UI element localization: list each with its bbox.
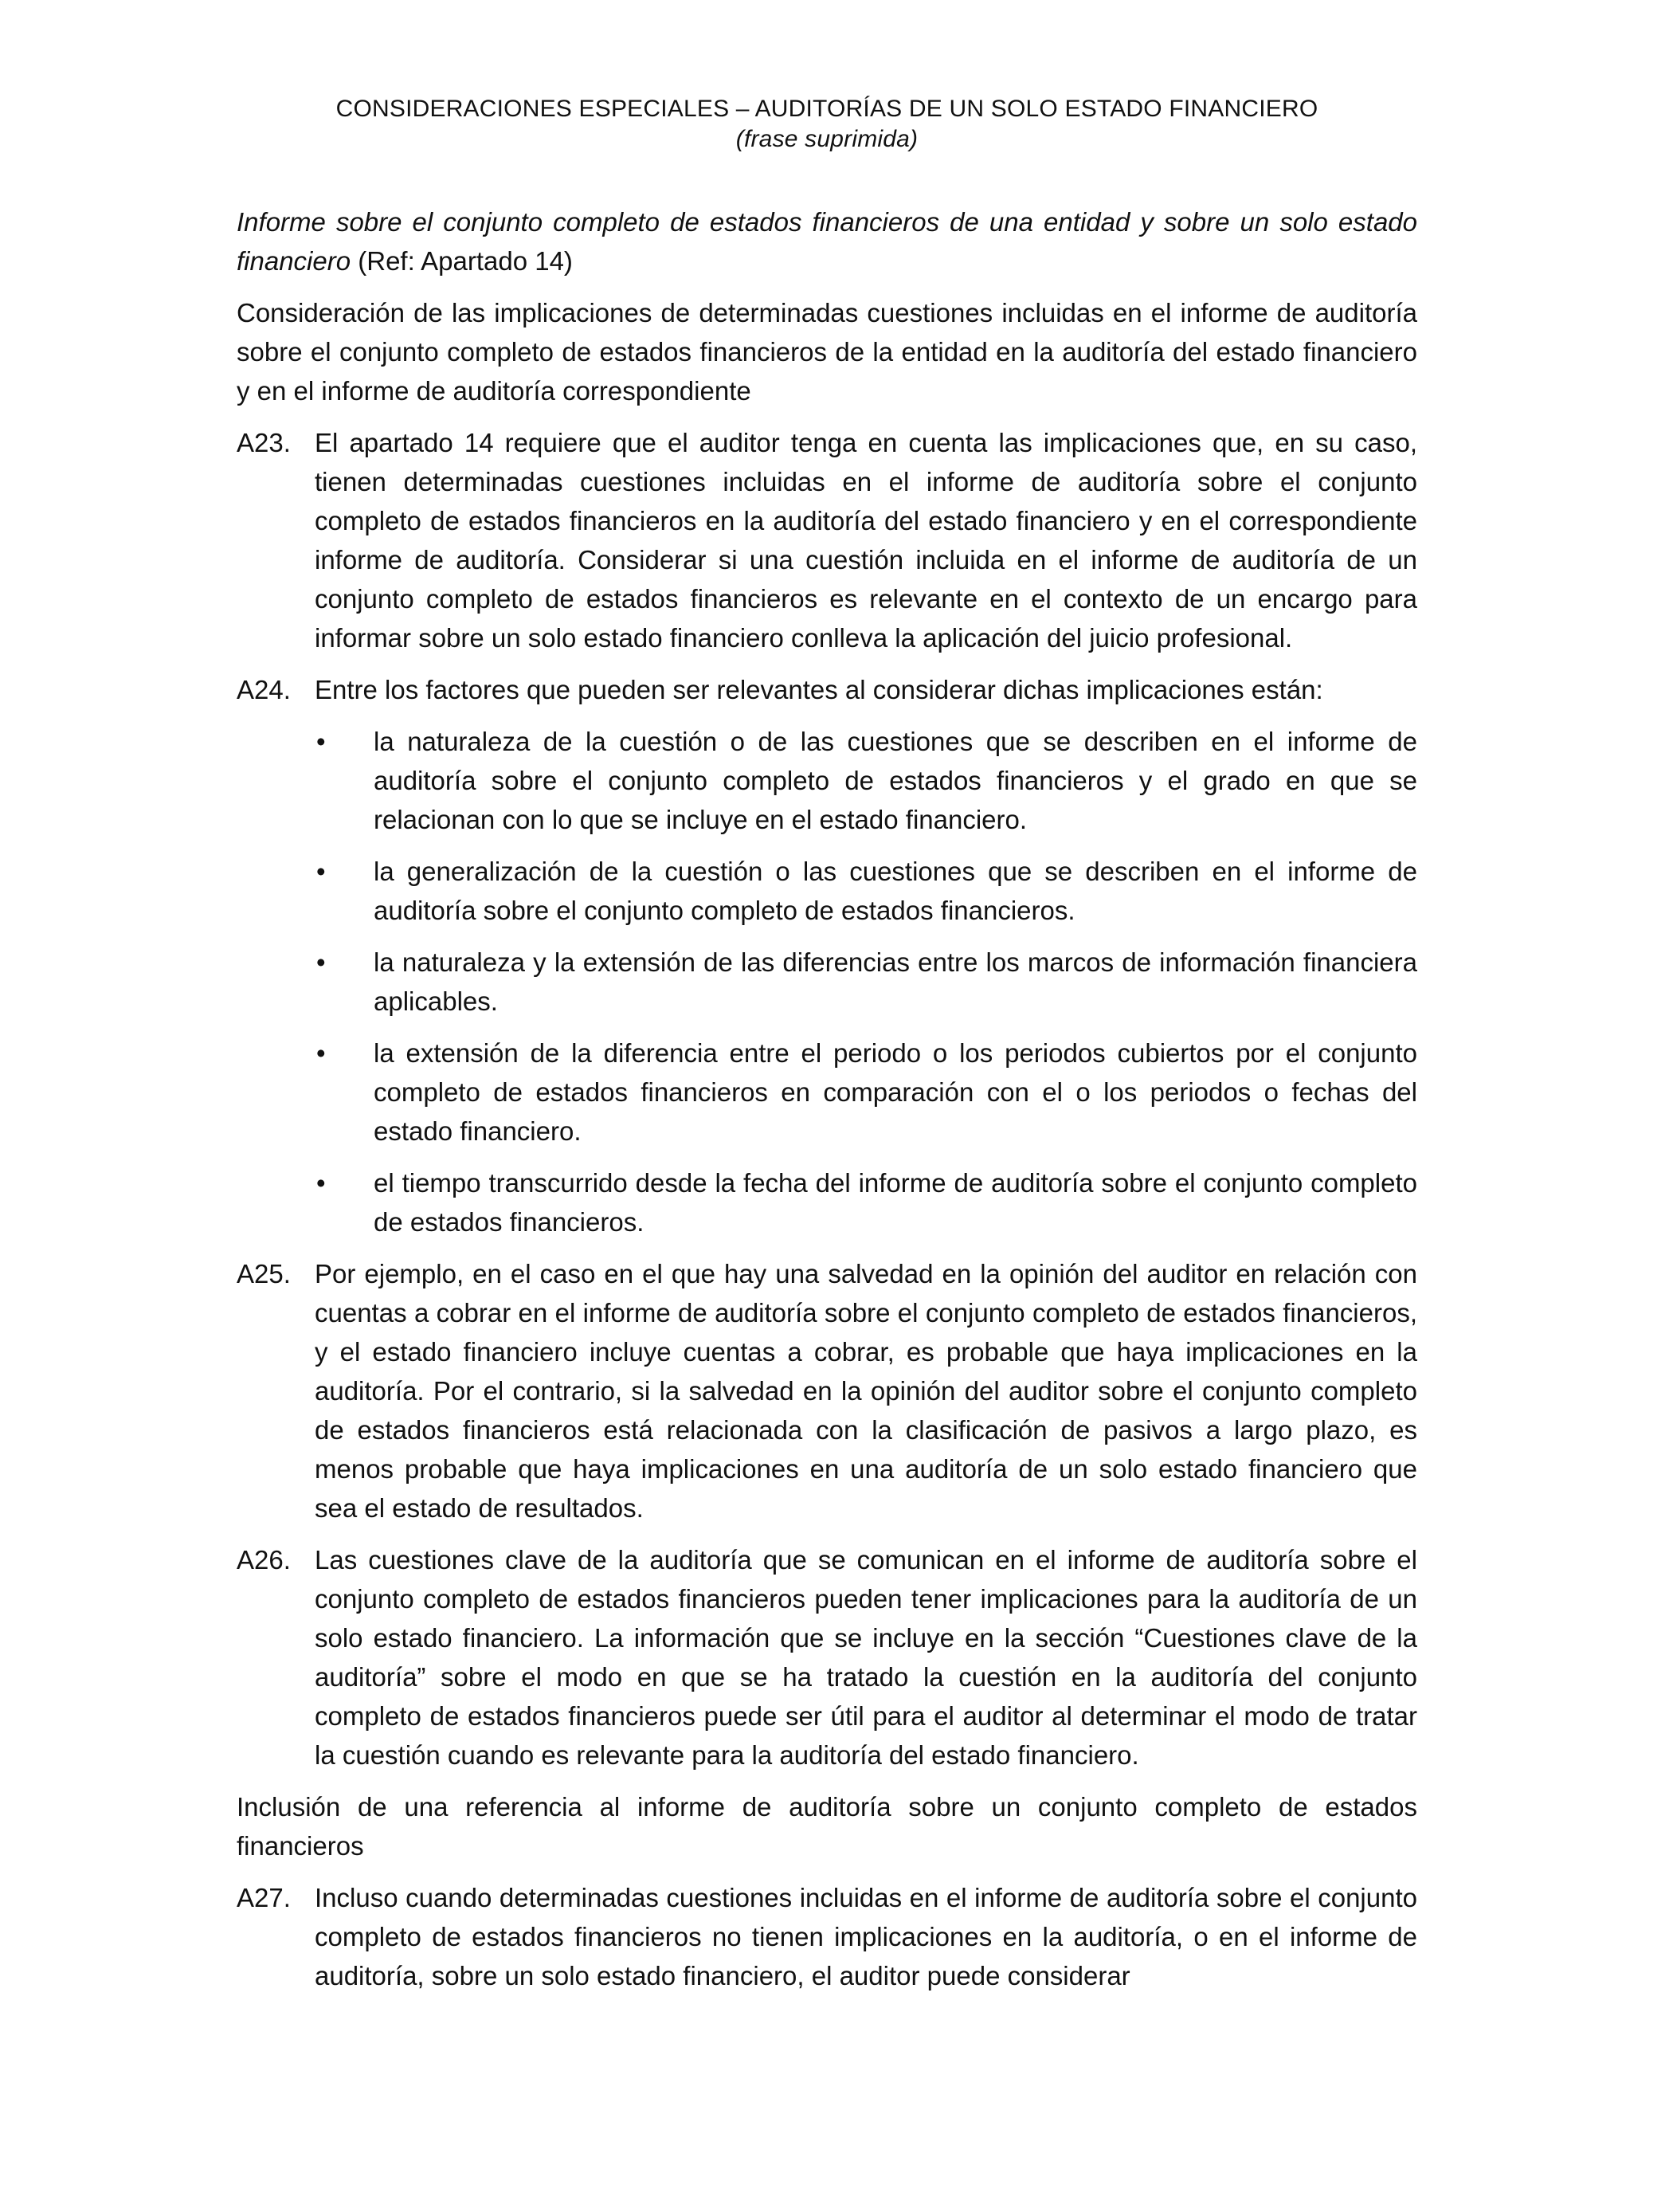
bullet-icon: • <box>316 857 326 886</box>
list-item-text: la naturaleza de la cuestión o de las cuestiones que se describen en el informe de auditoría sobre el conjunto completo de estados financieros y el grado en que se relacionan con lo que se incluye en el estado financiero. <box>374 727 1417 834</box>
paragraph-number: A26. <box>237 1545 291 1575</box>
list-item-text: la extensión de la diferencia entre el periodo o los periodos cubiertos por el conjunto completo de estados financieros en comparación con el o los periodos o fechas del estado financiero. <box>374 1038 1417 1146</box>
paragraph-text: Incluso cuando determinadas cuestiones incluidas en el informe de auditoría sobre el conjunto completo de estados financieros no tienen implicaciones en la auditoría, o en el informe de auditoría, sobre un solo estado financiero, el auditor puede considerar <box>315 1883 1417 1990</box>
bullet-icon: • <box>316 1038 326 1068</box>
paragraph-text: El apartado 14 requiere que el auditor tenga en cuenta las implicaciones que, en su caso, tienen determinadas cuestiones incluidas en el informe de auditoría sobre el conjunto completo de estados financieros en la auditoría del estado financiero y en el correspondiente informe de auditoría. Considerar si una cuestión incluida en el informe de auditoría de un conjunto completo de estados financieros es relevante en el contexto de un encargo para informar sobre un solo estado financiero conlleva la aplicación del juicio profesional. <box>315 428 1417 653</box>
bullet-icon: • <box>316 947 326 977</box>
paragraph-text: Por ejemplo, en el caso en el que hay una salvedad en la opinión del auditor en relación con cuentas a cobrar en el informe de auditoría sobre el conjunto completo de estados financieros, y el estado financiero incluye cuentas a cobrar, es probable que haya implicaciones en la auditoría. Por el contrario, si la salvedad en la opinión del auditor sobre el conjunto completo de estados financieros está relacionada con la clasificación de pasivos a largo plazo, es menos probable que haya implicaciones en una auditoría de un solo estado financiero que sea el estado de resultados. <box>315 1259 1417 1523</box>
paragraph-a26 <box>237 1540 1417 1775</box>
paragraph-text: Las cuestiones clave de la auditoría que se comunican en el informe de auditoría sobre el conjunto completo de estados financieros pueden tener implicaciones para la auditoría de un solo estado financiero. La información que se incluye en la sección “Cuestiones clave de la auditoría” sobre el modo en que se ha tratado la cuestión en la auditoría del conjunto completo de estados financieros puede ser útil para el auditor al determinar el modo de tratar la cuestión cuando es relevante para la auditoría del estado financiero. <box>315 1545 1417 1770</box>
paragraph-number: A25. <box>237 1259 291 1288</box>
bullet-icon: • <box>316 727 326 756</box>
document-page <box>237 94 1417 1995</box>
section-heading-report <box>237 202 1417 280</box>
list-item <box>315 943 1417 1021</box>
list-item <box>315 722 1417 839</box>
subsection-heading-implications: Consideración de las implicaciones de determinadas cuestiones incluidas en el informe de auditoría sobre el conjunto completo de estados financieros de la entidad en la auditoría del estado financiero y en el informe de auditoría correspondiente <box>237 298 1417 406</box>
paragraph-a25 <box>237 1254 1417 1528</box>
section-heading-ref: (Ref: Apartado 14) <box>351 246 573 276</box>
factor-list <box>315 722 1417 1241</box>
list-item <box>315 1033 1417 1151</box>
list-item <box>315 1163 1417 1241</box>
list-item-text: el tiempo transcurrido desde la fecha del informe de auditoría sobre el conjunto completo de estados financieros. <box>374 1168 1417 1237</box>
paragraph-body <box>315 670 1417 1241</box>
paragraph-number: A27. <box>237 1883 291 1912</box>
list-item-text: la naturaleza y la extensión de las diferencias entre los marcos de información financiera aplicables. <box>374 947 1417 1016</box>
paragraph-text: Entre los factores que pueden ser relevantes al considerar dichas implicaciones están: <box>315 675 1323 704</box>
paragraph-a24 <box>237 670 1417 1241</box>
bullet-icon: • <box>316 1168 326 1198</box>
paragraph-number: A23. <box>237 428 291 457</box>
section-heading-italic: Informe sobre el conjunto completo de estados financieros de una entidad y sobre un solo estado financiero <box>237 207 1417 276</box>
subsection-heading-reference: Inclusión de una referencia al informe de auditoría sobre un conjunto completo de estados financieros <box>237 1792 1417 1861</box>
paragraph-number: A24. <box>237 675 291 704</box>
paragraph-a23 <box>237 423 1417 657</box>
running-header <box>237 94 1417 155</box>
header-title: CONSIDERACIONES ESPECIALES – AUDITORÍAS DE UN SOLO ESTADO FINANCIERO <box>335 96 1318 122</box>
list-item-text: la generalización de la cuestión o las cuestiones que se describen en el informe de auditoría sobre el conjunto completo de estados financieros. <box>374 857 1417 925</box>
header-subtitle: (frase suprimida) <box>735 126 919 152</box>
paragraph-a27 <box>237 1878 1417 1995</box>
list-item <box>315 852 1417 930</box>
